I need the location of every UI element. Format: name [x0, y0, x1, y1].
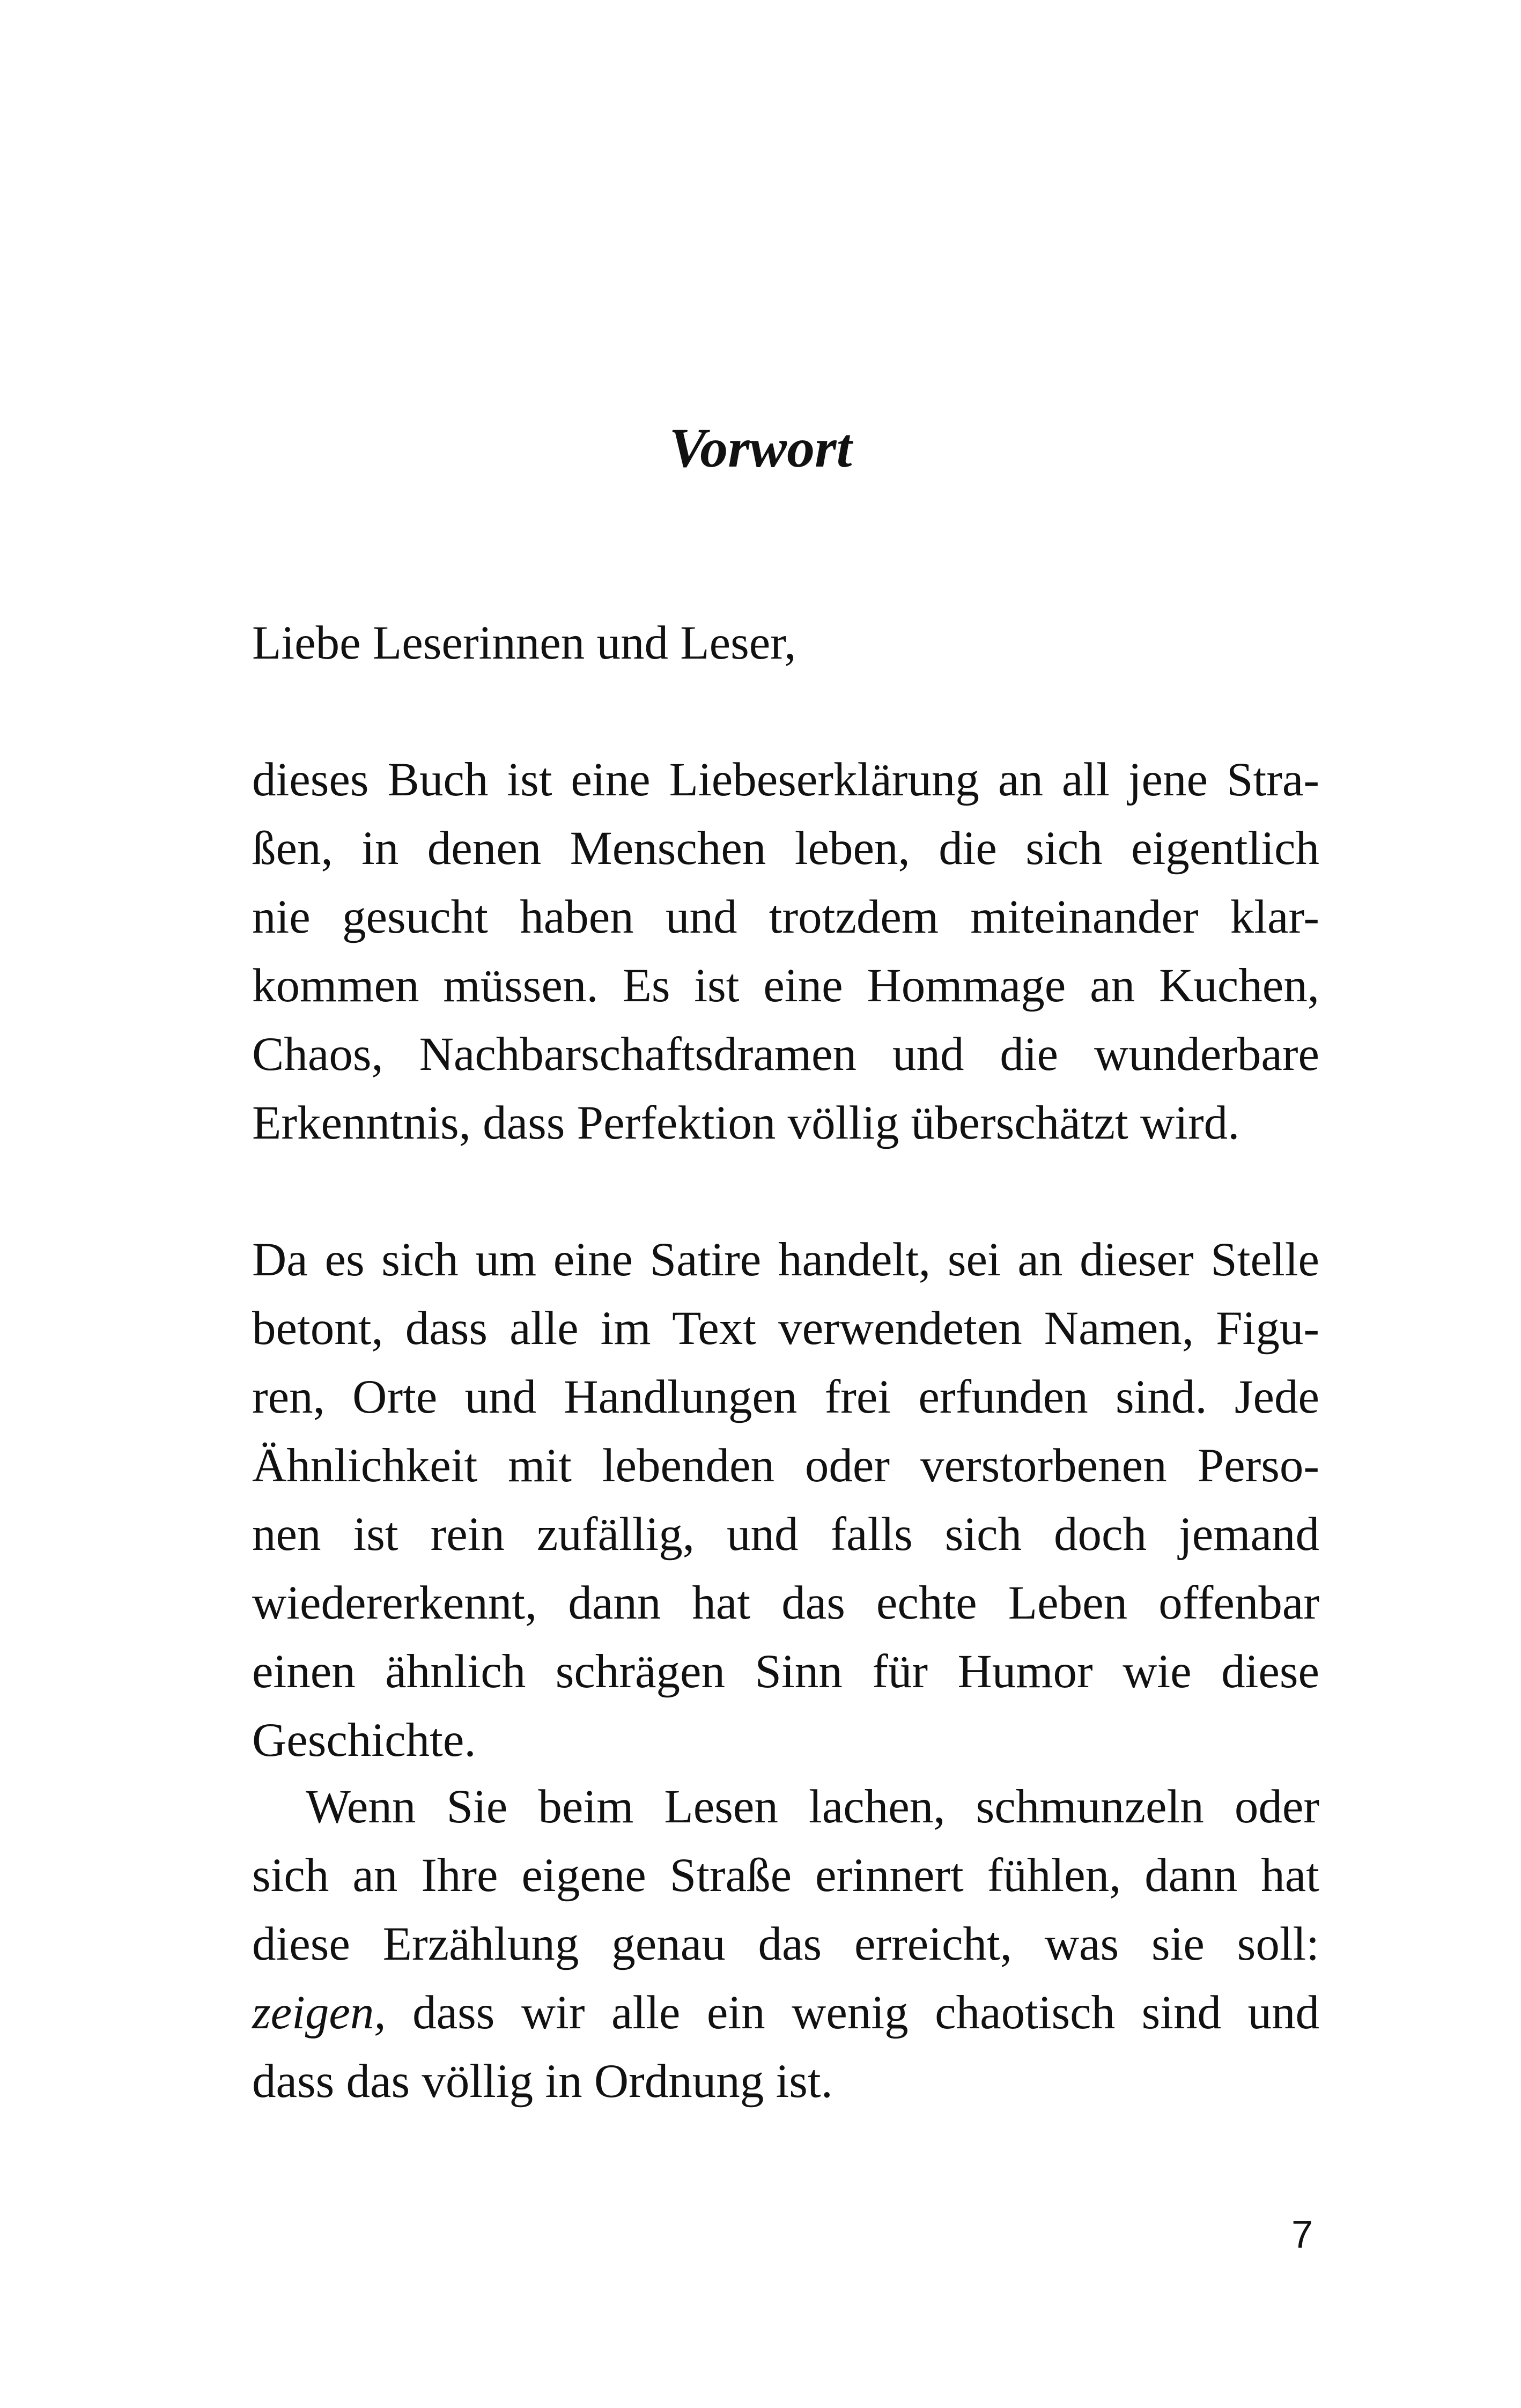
paragraph-line: Erkenntnis, dass Perfektion völlig überschätzt wird. — [252, 1097, 1240, 1149]
paragraph-line: wiedererkennt, dann hat das echte Leben offenbar — [252, 1577, 1319, 1629]
paragraph-line: betont, dass alle im Text verwendeten Namen, Figu- — [252, 1302, 1319, 1355]
paragraph-1 — [252, 745, 1319, 1157]
paragraph-line: sich an Ihre eigene Straße erinnert fühlen, dann hat — [252, 1849, 1319, 1902]
italic-word: zeigen, — [252, 1986, 386, 2039]
paragraph-line: Ähnlichkeit mit lebenden oder verstorbenen Perso- — [252, 1439, 1319, 1492]
paragraph-line: nen ist rein zufällig, und falls sich doch jemand — [252, 1508, 1319, 1561]
paragraph-line: Wenn Sie beim Lesen lachen, schmunzeln oder — [306, 1781, 1319, 1833]
paragraph-line-rest: dass wir alle ein wenig chaotisch sind und — [386, 1986, 1319, 2039]
greeting — [252, 609, 1319, 677]
paragraph-line: diese Erzählung genau das erreicht, was sie soll: — [252, 1918, 1319, 1970]
paragraph-line: Chaos, Nachbarschaftsdramen und die wunderbare — [252, 1028, 1319, 1081]
paragraph-line: Geschichte. — [252, 1714, 476, 1767]
paragraph-3 — [252, 1772, 1319, 2116]
paragraph-line: dass das völlig in Ordnung ist. — [252, 2055, 833, 2108]
paragraph-line: ßen, in denen Menschen leben, die sich eigentlich — [252, 822, 1319, 875]
paragraph-line: kommen müssen. Es ist eine Hommage an Kuchen, — [252, 959, 1319, 1012]
paragraph-line: dieses Buch ist eine Liebeserklärung an all jene Stra- — [252, 754, 1319, 806]
page-number: 7 — [1291, 2213, 1313, 2256]
paragraph-line: ren, Orte und Handlungen frei erfunden sind. Jede — [252, 1371, 1319, 1423]
paragraph-line-mixed — [252, 1978, 1319, 2047]
paragraph-line: nie gesucht haben und trotzdem miteinander klar- — [252, 891, 1319, 943]
paragraph-line: einen ähnlich schrägen Sinn für Humor wie diese — [252, 1645, 1319, 1698]
paragraph-2 — [252, 1225, 1319, 1775]
greeting-line: Liebe Leserinnen und Leser, — [252, 617, 796, 669]
paragraph-line: Da es sich um eine Satire handelt, sei an dieser Stelle — [252, 1233, 1319, 1286]
chapter-title: Vorwort — [669, 417, 852, 479]
